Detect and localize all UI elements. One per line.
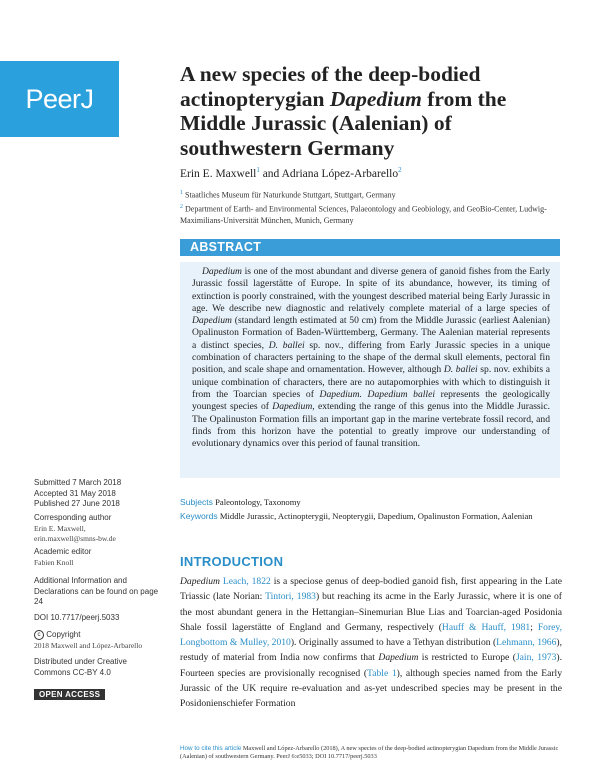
accepted-date: Accepted 31 May 2018 (34, 488, 116, 498)
affiliation-1: $^1$ Staatliches Museum für Naturkunde Stuttgart, Stuttgart, Germany (180, 190, 396, 200)
submitted-date: Submitted 7 March 2018 (34, 478, 122, 487)
additional-info[interactable]: Additional Information and Declarations can be found on page 24 (34, 576, 159, 606)
author-2-affiliation-mark: 2 (398, 166, 402, 174)
introduction-heading: INTRODUCTION (180, 554, 284, 569)
affiliation-2: $^2$ Department of Earth- and Environmental Sciences, Palaeontology and Geobiology, and GeoBio-Center, Ludwig-Maximilians-Universität München, Munich, Germany (180, 204, 547, 225)
ref-jain[interactable]: Jain, 1973 (515, 652, 557, 664)
keywords (180, 511, 560, 522)
citation-footer (180, 745, 560, 761)
copyright-icon: c (34, 630, 44, 640)
ref-lehmann[interactable]: Lehmann, 1966 (496, 637, 557, 649)
ref-forey[interactable]: Forey, Longbottom & Mulley, 2010 (180, 621, 562, 649)
corresponding-author-block (34, 513, 169, 545)
copyright-text: 2018 Maxwell and López-Arbarello (34, 640, 143, 650)
corresponding-author-label: Corresponding author (34, 513, 112, 522)
ref-table-1[interactable]: Table 1 (367, 667, 397, 679)
author-1[interactable]: Erin E. Maxwell (180, 167, 257, 180)
abstract-heading: ABSTRACT (190, 240, 262, 254)
editor-label: Academic editor (34, 547, 92, 556)
abstract-text: Dapedium is one of the most abundant and diverse genera of ganoid fishes from the Early Jurassic fossil lagerstätte of Europe. In spite of its abundance, however, its timing of extinction is poorly constrained, with the youngest described material being Early Jurassic in age. We describe new diagnostic and relatively complete material of a large species of Dapedium (standard length estimated at 50 cm) from the Middle Jurassic (earliest Aalenian) Opalinuston Formation of Baden-Württemberg, Germany. The Aalenian material represents a distinct species, D. ballei sp. nov., differing from Early Jurassic species in a unique combination of characters pertaining to the shape of the dermal skull elements, pectoral fin position, and scale shape and ornamentation. However, although D. ballei sp. nov. exhibits a unique combination of characters, there are no autapomorphies with which to distinguish it from the Toarcian species of Dapedium. Dapedium ballei represents the geologically youngest species of Dapedium, extending the range of this genus into the Middle Jurassic. The Opalinuston Formation fills an important gap in the marine vertebrate fossil record, and finds from this horizon have the potential to greatly improve our understanding of evolutionary dynamics over this period of faunal transition. (192, 266, 550, 450)
paper-title: A new species of the deep-bodied actinopterygian Dapedium from the Middle Jurassic (Aalenian) of southwestern Germany (180, 62, 507, 160)
editor-block (34, 547, 169, 568)
copyright-block (34, 630, 169, 651)
author-2[interactable]: Adriana López-Arbarello (281, 167, 399, 180)
author-separator: and (262, 167, 280, 180)
abstract-box (180, 262, 560, 478)
subjects-text: Paleontology, Taxonomy (215, 497, 301, 507)
ref-hauff[interactable]: Hauff & Hauff, 1981 (441, 621, 531, 633)
corresponding-author-email[interactable]: erin.maxwell@smns-bw.de (34, 534, 116, 543)
subjects (180, 497, 560, 508)
ref-tintori[interactable]: Tintori, 1983 (265, 591, 316, 603)
logo-text: PeerJ (25, 83, 94, 114)
corresponding-author-name: Erin E. Maxwell, (34, 523, 86, 533)
dates-block (34, 478, 169, 510)
author-list (180, 166, 402, 180)
doi[interactable]: DOI 10.7717/peerj.5033 (34, 613, 120, 622)
keywords-text: Middle Jurassic, Actinopterygii, Neopterygii, Dapedium, Opalinuston Formation, Aalenian (219, 511, 533, 521)
editor-name: Fabien Knoll (34, 557, 74, 567)
ref-leach[interactable]: Leach, 1822 (222, 576, 271, 587)
subjects-label: Subjects (180, 497, 213, 507)
introduction-text: Dapedium Leach, 1822 is a speciose genus of deep-bodied ganoid fish, first appearing in the Late Triassic (late Norian: Tintori, 1983) but reaching its acme in the Early Jurassic, where it is one of the most abundant genera in the Hettangian–Sinemurian Blue Lias and Toarcian-aged Posidonia Shale fossil lagerstätte of England and Germany, respectively (Hauff & Hauff, 1981; Forey, Longbottom & Mulley, 2010). Originally assumed to have a Tethyan distribution (Lehmann, 1966), restudy of material from India now confirms that Dapedium is restricted to Europe (Jain, 1973). Fourteen species are provisionally recognised (Table 1), although species named from the Early Jurassic of the UK require re-evaluation and as-yet undescribed species may be present in the Posidonienschiefer Formation (180, 576, 563, 710)
open-access-badge: OPEN ACCESS (34, 689, 105, 700)
published-date: Published 27 June 2018 (34, 499, 120, 508)
peerj-logo (0, 61, 119, 137)
license[interactable]: Distributed under Creative Commons CC-BY 4.0 (34, 657, 127, 677)
citation-text: Maxwell and López-Arbarello (2018), A new species of the deep-bodied actinopterygian Dapedium from the Middle Jurassic (Aalenian) of southwestern Germany. PeerJ 6:e5033; DOI 10.7717/peerj.5033 (180, 745, 559, 760)
author-1-affiliation-mark: 1 (256, 166, 260, 174)
copyright-label: Copyright (46, 630, 81, 640)
keywords-label: Keywords (180, 511, 218, 521)
citation-label: How to cite this article (180, 745, 242, 752)
